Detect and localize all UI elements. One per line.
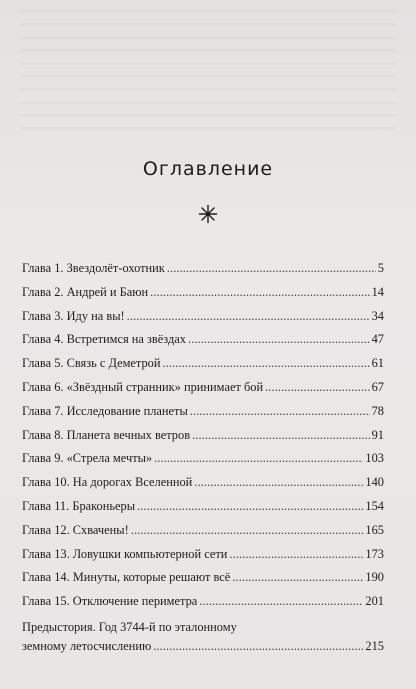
toc-entry — [22, 331, 384, 355]
toc-entry — [22, 498, 384, 522]
toc-entry — [22, 474, 384, 498]
toc-leader — [131, 522, 364, 538]
toc-leader — [137, 498, 363, 514]
toc-entry-line2 — [22, 637, 384, 656]
toc-entry-title-line1: Предыстория. Год 3744-й по эталонному — [22, 619, 237, 634]
toc-entry-title: Глава 1. Звездолёт-охотник — [22, 261, 165, 275]
toc-leader — [163, 355, 370, 371]
table-of-contents — [22, 260, 384, 656]
toc-entry-title: Глава 7. Исследование планеты — [22, 403, 188, 418]
toc-entry-title: Глава 13. Ловушки компьютерной сети — [22, 546, 228, 561]
toc-leader — [194, 474, 363, 490]
toc-entry-page: 173 — [365, 546, 384, 561]
toc-leader — [265, 379, 370, 395]
toc-entry-prehistory — [22, 618, 384, 656]
toc-entry-title: Глава 4. Встретимся на звёздах — [22, 332, 186, 347]
toc-entry-page: 165 — [365, 522, 384, 537]
toc-leader — [153, 637, 363, 656]
toc-leader — [167, 260, 376, 276]
toc-entry-title: Глава 9. «Стрела мечты» — [22, 451, 153, 466]
toc-entry-page: 103 — [365, 451, 384, 466]
toc-entry — [22, 379, 384, 403]
toc-leader — [199, 593, 363, 609]
toc-entry-page: 91 — [371, 427, 384, 442]
toc-entry-page: 190 — [365, 570, 384, 585]
toc-leader — [232, 569, 363, 585]
toc-entry-title: Глава 8. Планета вечных ветров — [22, 427, 191, 442]
toc-entry-page: 140 — [365, 475, 384, 490]
toc-entry — [22, 450, 384, 474]
toc-entry-title: Глава 12. Схвачены! — [22, 522, 129, 537]
toc-entry-page: 78 — [371, 403, 384, 418]
toc-entry — [22, 260, 384, 284]
toc-leader — [150, 284, 369, 300]
toc-leader — [188, 331, 370, 347]
toc-entry-title: Глава 3. Иду на вы! — [22, 308, 125, 323]
show-through-texture — [20, 0, 396, 135]
toc-entry — [22, 593, 384, 617]
toc-entry-page: 215 — [365, 638, 384, 653]
toc-entry-title: Глава 14. Минуты, которые решают всё — [22, 570, 231, 585]
toc-entry — [22, 522, 384, 546]
toc-entry-title: Глава 15. Отключение периметра — [22, 594, 198, 609]
toc-entry — [22, 403, 384, 427]
star-ornament-icon — [198, 204, 218, 224]
toc-entry-page: 5 — [377, 261, 384, 275]
toc-entry — [22, 284, 384, 308]
toc-entry-page: 34 — [371, 308, 384, 323]
page-title: Оглавление — [142, 158, 274, 180]
toc-entry-page: 61 — [371, 356, 384, 371]
toc-entry-title: Глава 2. Андрей и Баюн — [22, 284, 149, 299]
toc-entry-title-line2: земному летосчислению — [22, 638, 152, 653]
toc-entry-title: Глава 10. На дорогах Вселенной — [22, 475, 193, 490]
toc-entry — [22, 355, 384, 379]
toc-entry-page: 67 — [371, 379, 384, 394]
toc-entry-page: 201 — [365, 594, 384, 609]
toc-entry-page: 14 — [371, 284, 384, 299]
toc-entry-title: Глава 11. Браконьеры — [22, 498, 136, 513]
toc-entry — [22, 546, 384, 570]
toc-leader — [192, 427, 370, 443]
toc-leader — [127, 308, 370, 324]
toc-entry-title: Глава 6. «Звёздный странник» принимает бой — [22, 379, 264, 394]
toc-entry — [22, 569, 384, 593]
toc-leader — [190, 403, 370, 419]
toc-entry — [22, 308, 384, 332]
toc-entry-page: 154 — [365, 498, 384, 513]
toc-entry-page: 47 — [371, 332, 384, 347]
toc-entry-title: Глава 5. Связь с Деметрой — [22, 356, 161, 371]
toc-entry — [22, 427, 384, 451]
toc-leader — [154, 450, 363, 466]
toc-leader — [229, 546, 363, 562]
